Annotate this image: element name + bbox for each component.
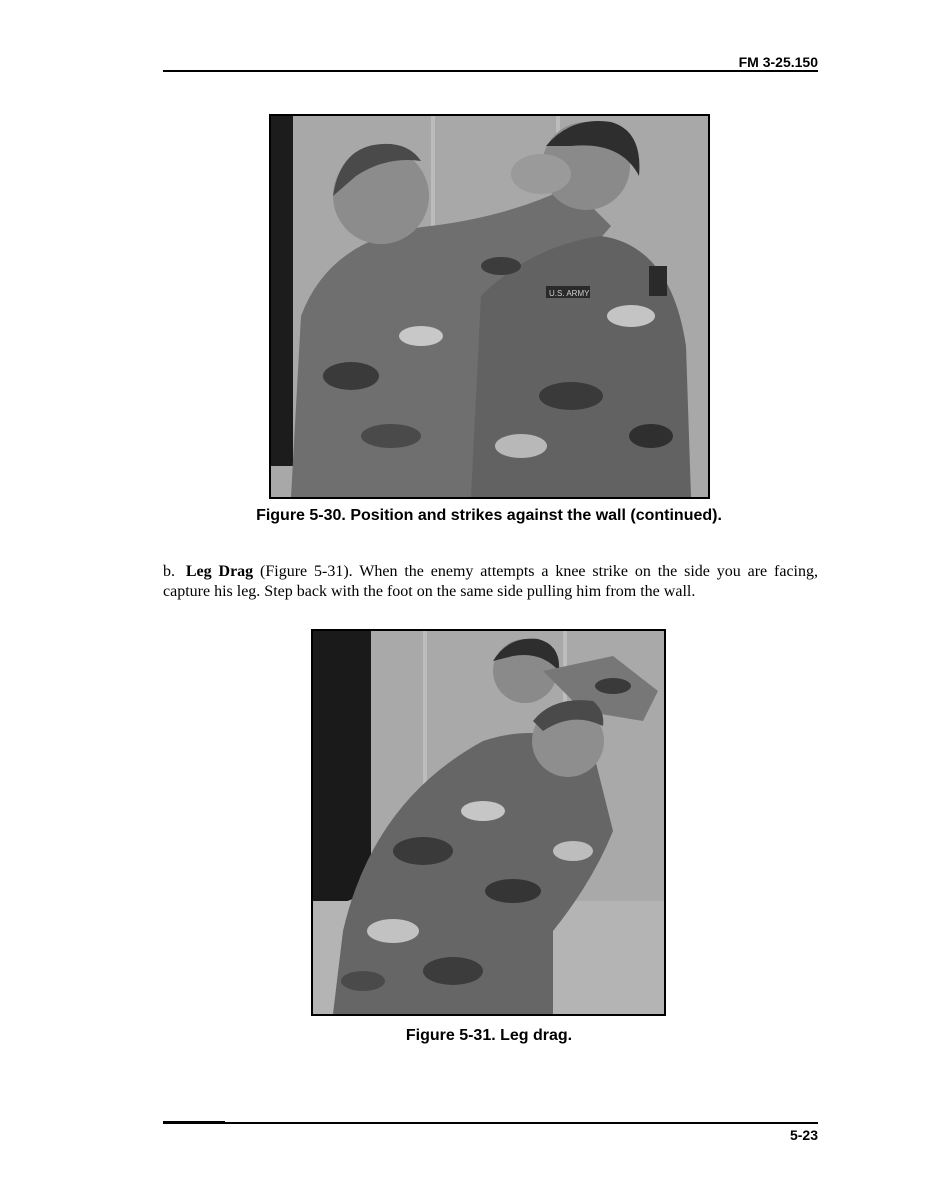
name-tape-text: U.S. ARMY (549, 289, 590, 298)
figure-5-30-photo (269, 114, 710, 499)
footer-rule (163, 1122, 818, 1124)
running-header: FM 3-25.150 (738, 54, 818, 70)
body-paragraph (163, 562, 818, 602)
paragraph-lead: b. (163, 563, 175, 580)
figure-5-31-illustration (313, 631, 664, 1014)
figure-5-30-caption: Figure 5-30. Position and strikes against the wall (continued). (256, 507, 722, 524)
figure-5-31-photo (311, 629, 666, 1016)
header-rule (163, 70, 818, 72)
page-number: 5-23 (789, 1127, 818, 1143)
paragraph-term: Leg Drag (185, 563, 254, 580)
paragraph-text: (Figure 5-31). When the enemy attempts a knee strike on the side you are facing, capture his leg. Step back with the foot on the same side pulling him from the wall. (163, 563, 819, 600)
figure-5-30-illustration (271, 116, 708, 497)
figure-5-31-caption: Figure 5-31. Leg drag. (405, 1027, 573, 1044)
